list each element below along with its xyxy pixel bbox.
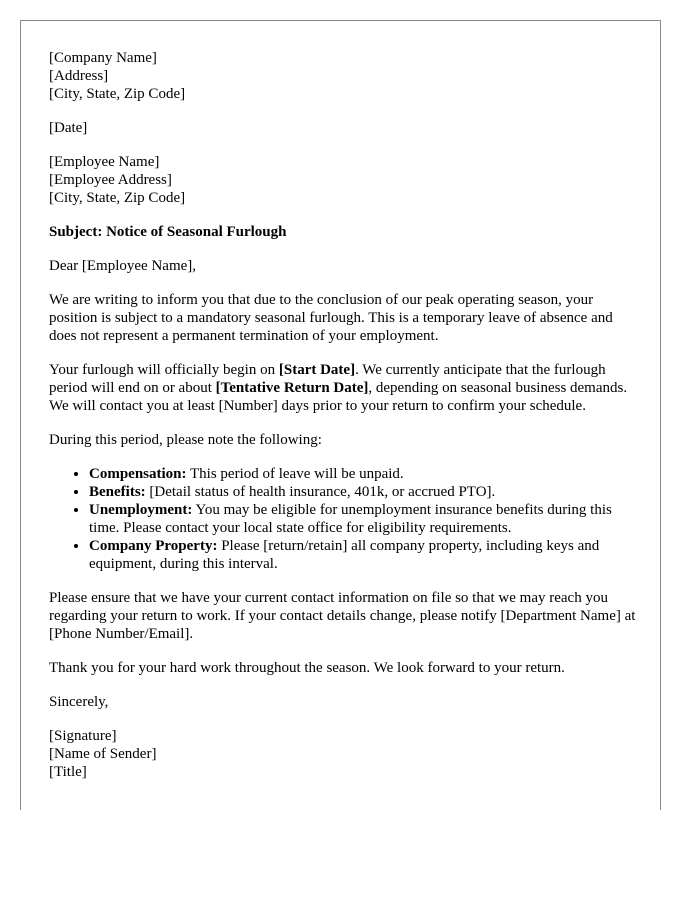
list-intro: During this period, please note the following: (49, 432, 322, 448)
list-item (89, 465, 639, 483)
signature-block (49, 727, 639, 781)
list-item (89, 537, 639, 573)
list-item-text: Please [return/retain] all company property, including keys and equipment, during this interval. (89, 538, 600, 572)
start-date: [Start Date] (278, 362, 356, 378)
terms-list (49, 465, 639, 573)
letter-body (49, 49, 639, 781)
list-item-term: Unemployment: (89, 502, 193, 518)
employee-city-state-zip: [City, State, Zip Code] (49, 190, 186, 206)
intro-paragraph: We are writing to inform you that due to the conclusion of our peak operating season, your position is subject to a mandatory seasonal furlough. This is a temporary leave of absence and does not represent a permanent termination of your employment. (49, 292, 613, 344)
list-item-text: This period of leave will be unpaid. (186, 466, 404, 482)
list-item-text: [Detail status of health insurance, 401k, or accrued PTO]. (145, 484, 496, 500)
sign-off: Sincerely, (49, 694, 109, 710)
list-item (89, 483, 639, 501)
recipient-address-block (49, 153, 639, 207)
tentative-return-date: [Tentative Return Date] (215, 380, 369, 396)
sender-name: [Name of Sender] (49, 746, 157, 762)
letter-page (20, 20, 661, 810)
list-item-term: Compensation: (89, 466, 187, 482)
furlough-dates-text-3: , depending on seasonal business demands. We will contact you at least [Number] days prior to your return to confirm your schedule. (49, 380, 628, 414)
thank-you-paragraph: Thank you for your hard work throughout the season. We look forward to your return. (49, 660, 565, 676)
signature: [Signature] (49, 728, 117, 744)
furlough-dates-text-1: Your furlough will officially begin on (49, 362, 279, 378)
employee-name: [Employee Name] (49, 154, 160, 170)
furlough-dates-text-2: . We currently anticipate that the furlough period will end on or about (49, 362, 606, 396)
date-block (49, 119, 639, 137)
company-name: [Company Name] (49, 50, 157, 66)
list-item-term: Benefits: (89, 484, 146, 500)
furlough-dates-paragraph (49, 361, 639, 415)
company-city-state-zip: [City, State, Zip Code] (49, 86, 186, 102)
subject-text: Subject: Notice of Seasonal Furlough (49, 224, 287, 240)
list-item-term: Company Property: (89, 538, 218, 554)
sender-title: [Title] (49, 764, 87, 780)
salutation: Dear [Employee Name], (49, 258, 197, 274)
employee-address: [Employee Address] (49, 172, 172, 188)
subject-line (49, 223, 639, 241)
list-item (89, 501, 639, 537)
sender-address-block (49, 49, 639, 103)
list-item-text: You may be eligible for unemployment insurance benefits during this time. Please contact your local state office for eligibility requirements. (89, 502, 612, 536)
company-address: [Address] (49, 68, 109, 84)
contact-info-paragraph: Please ensure that we have your current contact information on file so that we may reach you regarding your return to work. If your contact details change, please notify [Department Name] at [Phone Number/Email]. (49, 590, 636, 642)
letter-date: [Date] (49, 120, 88, 136)
